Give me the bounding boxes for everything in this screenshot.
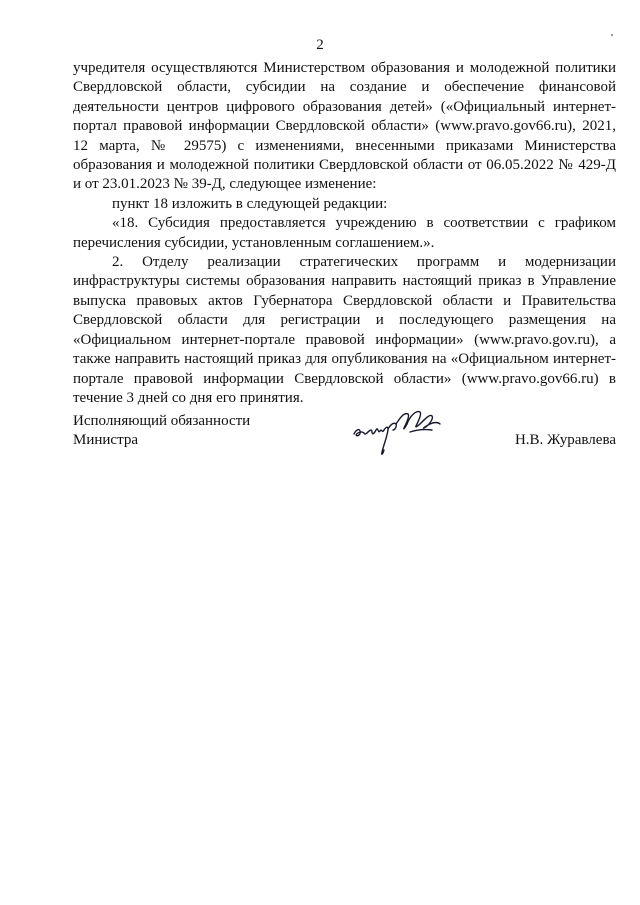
signatory-name: Н.В. Журавлева bbox=[514, 432, 616, 448]
paragraph-item-2: 2. Отделу реализации стратегических программ и модернизации инфраструктуры системы образования направить настоящий приказ в Управление выпуска правовых актов Губернатора Свердловской области и Правительства Свердловской области для регистрации и последующего размещения на «Официальном интернет-портале правовой информации» (www.pravo.gov.ru), а также направить настоящий приказ для опубликования на «Официальном интернет-портале правовой информации Свердловской области» (www.pravo.gov66.ru) в течение 3 дней со дня его принятия. bbox=[73, 254, 616, 406]
paragraph-continuation: учредителя осуществляются Министерством образования и молодежной политики Свердловской области, субсидии на создание и обеспечение финансовой деятельности центров цифрового образования детей» («Официальный интернет-портал правовой информации Свердловской области» (www.pravo.gov66.ru), 2021, 12 марта, № 29575) с изменениями, внесенными приказами Министерства образования и молодежной политики Свердловской области от 06.05.2022 № 429-Д и от 23.01.2023 № 39-Д, следующее изменение: bbox=[73, 60, 616, 193]
signatory-title bbox=[73, 412, 250, 450]
paragraph-point-18: пункт 18 изложить в следующей редакции: bbox=[112, 195, 388, 212]
signatory-title-line2: Министра bbox=[73, 432, 138, 448]
signatory-title-line1: Исполняющий обязанности bbox=[73, 413, 251, 429]
paragraph-point-18-text: «18. Субсидия предоставляется учреждению в соответствии с графиком перечисления субсидии, установленным соглашением.». bbox=[73, 215, 616, 251]
handwritten-signature bbox=[350, 404, 444, 460]
document-body bbox=[73, 59, 616, 408]
page-number: 2 bbox=[316, 37, 324, 53]
scan-speck bbox=[611, 34, 613, 36]
